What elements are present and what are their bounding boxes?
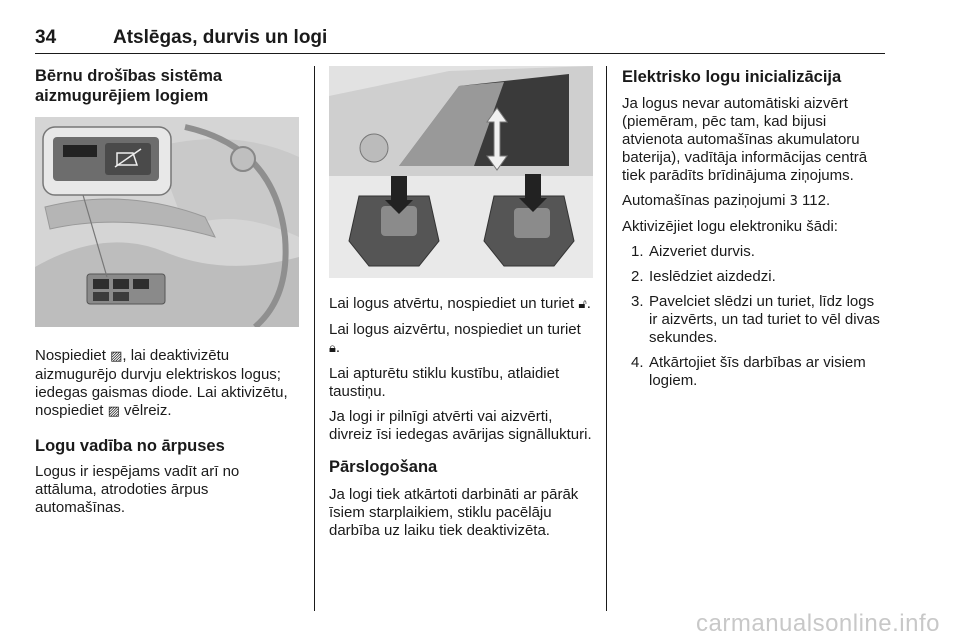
column-3 [622,66,886,390]
list-item: 1. Aizveriet durvis. [631,243,755,260]
open-windows-paragraph: Lai logus atvērtu, nospiediet un turiet 🔓︎. [329,295,591,312]
close-windows-paragraph: Lai logus aizvērtu, nospiediet un turiet 🔒︎. [329,321,581,356]
activation-intro: Aktivizējiet logu elektroniku šādi: [622,218,838,235]
overload-paragraph: Ja logi tiek atkārtoti darbināti ar pārāk īsiem starplaikiem, stiklu pacēlāju darbība uz laiku tiek deaktivizēta. [329,486,579,539]
list-item: 4. Atkārtojiet šīs darbības ar visiem logiem. [631,354,866,389]
vehicle-messages-reference: Automašīnas paziņojumi 3 112. [622,192,831,209]
column-divider [606,66,607,611]
section-title-child-lock: Bērnu drošības sistēma aizmugurējiem logiem [35,67,223,105]
section-title-remote-control: Logu vadība no ārpuses [35,437,225,455]
section-title-overload: Pārslogošana [329,458,438,476]
steps-list [622,243,886,390]
column-divider [314,66,315,611]
door-panel-illustration [35,117,299,327]
chapter-title: Atslēgas, durvis un logi [113,27,328,48]
page-header [35,27,885,54]
column-1 [35,66,299,517]
remote-control-paragraph: Logus ir iespējams vadīt arī no attāluma, atrodoties ārpus automašīnas. [35,463,240,516]
child-lock-window-icon: ▨ [110,349,123,364]
child-lock-paragraph: Nospiediet ▨, lai deaktivizētu aizmugurējo durvju elektriskos logus; iedegas gaismas diode. Lai aktivizētu, nospiediet ▨ vēlreiz. [35,347,288,419]
hazard-lights-paragraph: Ja logi ir pilnīgi atvērti vai aizvērti, divreiz īsi iedegas avārijas signāllukturi. [329,408,592,443]
page-number: 34 [35,27,57,48]
initialization-paragraph: Ja logus nevar automātiski aizvērt (piemēram, pēc tam, kad bijusi atvienota automašīnas akumulatoru baterija), vadītāja informācijas centrā tiek parādīts brīdinājuma ziņojums. [622,95,868,184]
page-reference-arrow: 3 [789,194,798,209]
list-item: 3. Pavelciet slēdzi un turiet, līdz logs ir aizvērts, un tad turiet to vēl divas sekundes. [631,293,880,346]
child-lock-window-icon: ▨ [107,404,120,419]
watermark: carmanualsonline.info [696,610,940,637]
unlock-padlock-icon: 🔓︎ [578,297,587,312]
window-and-key-illustration [329,66,593,278]
section-title-initialization: Elektrisko logu inicializācija [622,68,842,86]
stop-windows-paragraph: Lai apturētu stiklu kustību, atlaidiet taustiņu. [329,365,560,400]
list-item: 2. Ieslēdziet aizdedzi. [631,268,776,285]
lock-padlock-icon: 🔒︎ [329,341,336,356]
column-2 [329,66,593,540]
